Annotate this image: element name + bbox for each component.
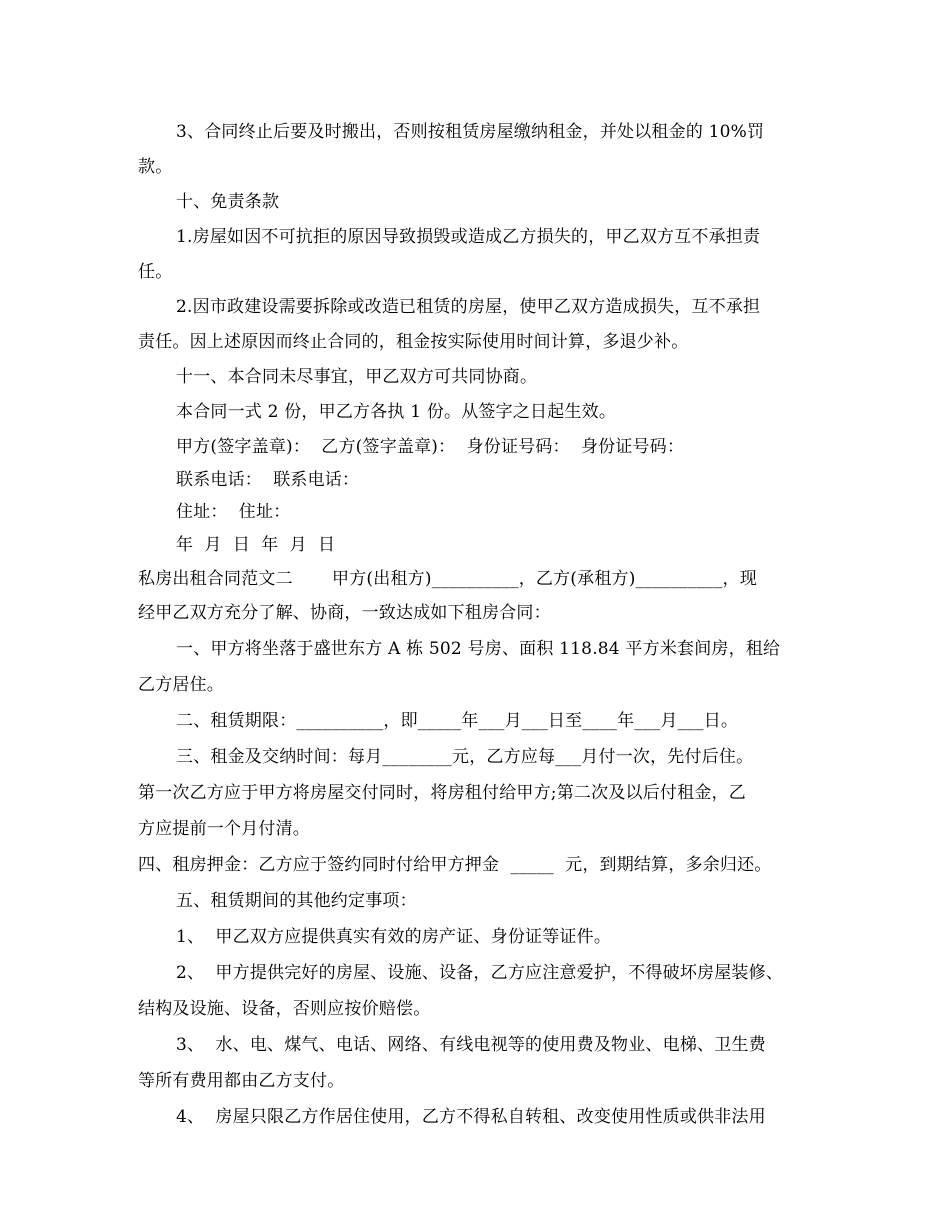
paragraph-line: 方应提前一个月付清。 xyxy=(138,819,310,839)
paragraph-line: 四、租房押金：乙方应于签约同时付给甲方押金 _____ 元，到期结算，多余归还。 xyxy=(138,855,772,875)
paragraph-line: 本合同一式 2 份，甲乙方各执 1 份。从签字之日起生效。 xyxy=(176,402,617,422)
address-line: 住址： 住址： xyxy=(176,502,291,522)
paragraph-line: 责任。因上述原因而终止合同的，租金按实际使用时间计算，多退少补。 xyxy=(138,332,689,352)
section-heading: 十一、本合同未尽事宜，甲乙双方可共同协商。 xyxy=(176,367,538,387)
paragraph-line: 款。 xyxy=(138,157,173,177)
date-line: 年 月 日 年 月 日 xyxy=(176,535,336,555)
paragraph-line: 2.因市政建设需要拆除或改造已租赁的房屋，使甲乙双方造成损失，互不承担 xyxy=(176,297,761,317)
paragraph-line: 乙方居住。 xyxy=(138,675,224,695)
paragraph-line: 三、租金及交纳时间：每月________元，乙方应每___月付一次，先付后住。 xyxy=(176,747,754,767)
paragraph-line: 等所有费用都由乙方支付。 xyxy=(138,1071,345,1091)
list-item: 2、 甲方提供完好的房屋、设施、设备，乙方应注意爱护，不得破坏房屋装修、 xyxy=(176,963,784,983)
paragraph-line: 1.房屋如因不可抗拒的原因导致损毁或造成乙方损失的，甲乙双方互不承担责 xyxy=(176,227,761,247)
paragraph-line: 结构及设施、设备，否则应按价赔偿。 xyxy=(138,999,431,1019)
paragraph-line: 3、合同终止后要及时搬出，否则按租赁房屋缴纳租金，并处以租金的 10%罚 xyxy=(176,122,765,142)
section-heading: 五、租赁期间的其他约定事项： xyxy=(176,891,417,911)
contact-line: 联系电话： 联系电话： xyxy=(176,470,360,490)
contract-title-line: 私房出租合同范文二 甲方(出租方)__________，乙方(承租方)__________，现 xyxy=(138,569,757,589)
paragraph-line: 第一次乙方应于甲方将房屋交付同时，将房租付给甲方;第二次及以后付租金，乙 xyxy=(138,783,746,803)
section-heading: 十、免责条款 xyxy=(176,192,280,212)
paragraph-line: 二、租赁期限：__________，即_____年___月___日至____年___月___日。 xyxy=(176,711,739,731)
list-item: 1、 甲乙双方应提供真实有效的房产证、身份证等证件。 xyxy=(176,927,612,947)
list-item: 3、 水、电、煤气、电话、网络、有线电视等的使用费及物业、电梯、卫生费 xyxy=(176,1035,766,1055)
signature-line: 甲方(签字盖章)： 乙方(签字盖章)： 身份证号码： 身份证号码： xyxy=(176,437,685,457)
paragraph-line: 经甲乙双方充分了解、协商，一致达成如下租房合同： xyxy=(138,603,551,623)
paragraph-line: 一、甲方将坐落于盛世东方 A 栋 502 号房、面积 118.84 平方米套间房，租给 xyxy=(176,639,781,659)
list-item: 4、 房屋只限乙方作居住使用，乙方不得私自转租、改变使用性质或供非法用 xyxy=(176,1107,766,1127)
paragraph-line: 任。 xyxy=(138,262,173,282)
